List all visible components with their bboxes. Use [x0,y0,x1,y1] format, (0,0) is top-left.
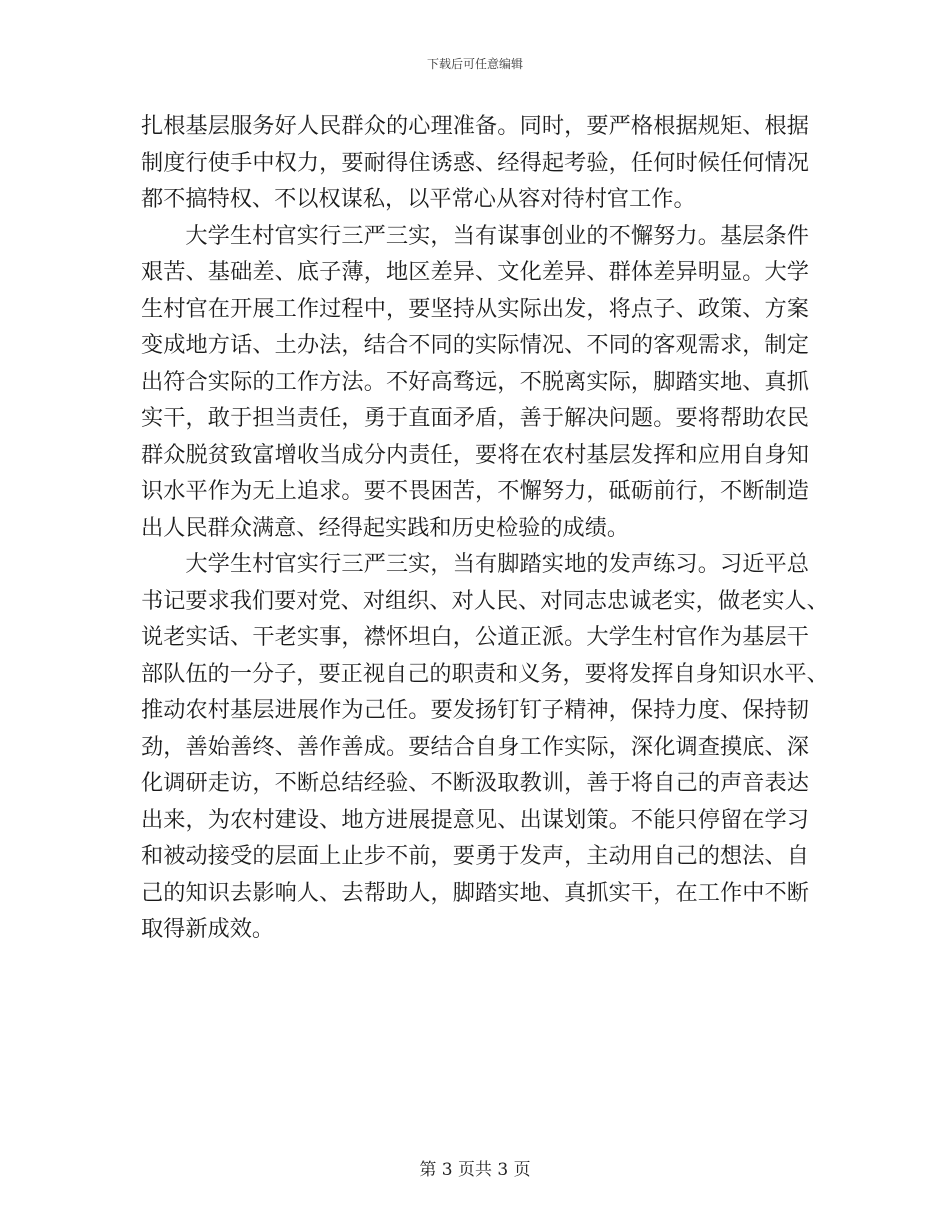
text-line: 大学生村官实行三严三实，当有谋事创业的不懈努力。基层条件 [185,222,809,249]
text-line: 艰苦、基础差、底子薄，地区差异、文化差异、群体差异明显。大学 [141,259,809,285]
text-line: 推动农村基层进展作为己任。要发扬钉钉子精神，保持力度、保持韧 [141,697,809,723]
paragraph [141,218,809,547]
paragraph [141,108,809,218]
text-line: 群众脱贫致富增收当成分内责任，要将在农村基层发挥和应用自身知 [141,441,809,468]
text-line: 化调研走访，不断总结经验、不断汲取教训，善于将自己的声音表达 [141,770,809,796]
text-line: 己的知识去影响人、去帮助人，脚踏实地、真抓实干，在工作中不断 [141,879,809,906]
text-line: 和被动接受的层面上止步不前，要勇于发声，主动用自己的想法、自 [141,843,809,869]
text-line: 生村官在开展工作过程中，要坚持从实际出发，将点子、政策、方案 [141,295,809,322]
text-line: 取得新成效。 [141,916,275,942]
text-line: 部队伍的一分子，要正视自己的职责和义务，要将发挥自身知识水平、 [141,660,829,687]
text-line: 劲，善始善终、善作善成。要结合自身工作实际，深化调查摸底、深 [141,733,809,760]
text-line: 都不搞特权、不以权谋私，以平常心从容对待村官工作。 [141,186,696,212]
text-line: 制度行使手中权力，要耐得住诱惑、经得起考验，任何时候任何情况 [141,149,809,176]
text-line: 扎根基层服务好人民群众的心理准备。同时，要严格根据规矩、根据 [141,113,809,139]
text-line: 变成地方话、土办法，结合不同的实际情况、不同的客观需求，制定 [141,332,809,358]
text-line: 大学生村官实行三严三实，当有脚踏实地的发声练习。习近平总 [185,551,809,577]
page-header: 下载后可任意编辑 [426,57,523,71]
text-line: 识水平作为无上追求。要不畏困苦，不懈努力，砥砺前行，不断制造 [141,478,809,504]
text-line: 书记要求我们要对党、对组织、对人民、对同志忠诚老实，做老实人、 [141,587,829,614]
text-line: 出符合实际的工作方法。不好高骛远，不脱离实际，脚踏实地、真抓 [141,368,809,395]
page-footer: 第 3 页共 3 页 [419,1160,531,1180]
text-line: 实干，敢于担当责任，勇于直面矛盾，善于解决问题。要将帮助农民 [141,405,809,431]
text-line: 说老实话、干老实事，襟怀坦白，公道正派。大学生村官作为基层干 [141,624,809,650]
text-line: 出来，为农村建设、地方进展提意见、出谋划策。不能只停留在学习 [141,806,809,833]
paragraph [141,546,829,948]
text-line: 出人民群众满意、经得起实践和历史检验的成绩。 [141,514,630,541]
document-body [141,108,829,948]
